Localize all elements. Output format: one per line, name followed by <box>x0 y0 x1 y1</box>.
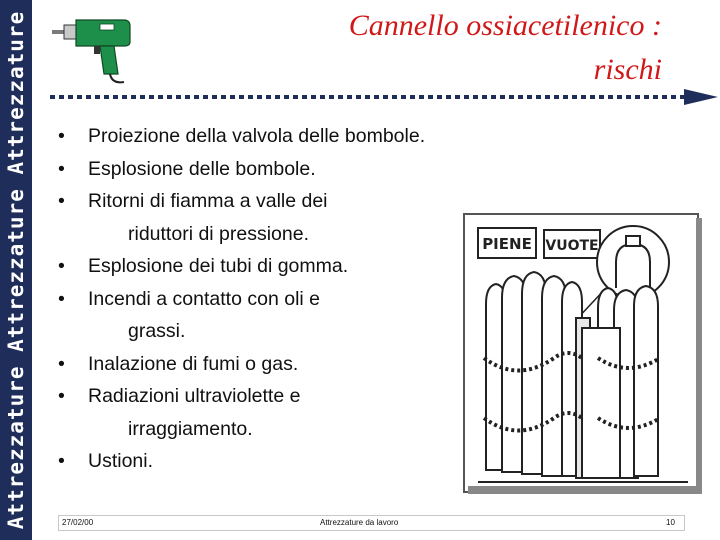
list-item-continuation: irraggiamento. <box>128 417 253 440</box>
list-item: • Ustioni. <box>58 450 154 472</box>
label-full: PIENE <box>482 235 532 253</box>
label-empty: VUOTE <box>545 238 599 254</box>
list-item-text: Ritorni di fiamma a valle dei <box>88 190 328 212</box>
gas-cylinders-illustration <box>458 208 704 498</box>
title-line-2: rischi <box>593 53 662 86</box>
list-item: • Inalazione di fumi o gas. <box>58 352 299 375</box>
list-item: • Ritorni di fiamma a valle dei riduttori di pressione. <box>56 185 425 250</box>
sidebar-text: Attrezzature Attrezzature Attrezzature <box>4 10 28 530</box>
label-full-sign <box>478 228 536 258</box>
list-item-text: Esplosione delle bombole. <box>88 157 316 180</box>
list-item-text: Proiezione della valvola delle bombole. <box>88 125 426 147</box>
list-item-text: Inalazione di fumi o gas. <box>88 352 299 375</box>
list-item: • Esplosione dei tubi di gomma. <box>58 255 349 277</box>
list-item: • Proiezione della valvola delle bombole. <box>58 125 426 147</box>
list-item: • Esplosione delle bombole. <box>58 157 316 180</box>
sidebar-banner <box>0 0 32 540</box>
footer-date: 27/02/00 <box>62 518 94 527</box>
list-item: • Radiazioni ultraviolette e irraggiamento. <box>56 380 425 445</box>
list-item-text: Radiazioni ultraviolette e <box>88 385 301 407</box>
title-line-1: Cannello ossiacetilenico : <box>348 9 662 42</box>
risk-list <box>56 120 425 478</box>
title-divider <box>48 84 720 110</box>
list-item-continuation: grassi. <box>128 320 186 342</box>
slide-title <box>222 4 662 92</box>
footer-page-number: 10 <box>666 518 675 527</box>
drill-icon <box>50 8 132 88</box>
list-item-continuation: riduttori di pressione. <box>128 222 310 245</box>
list-item-text: Incendi a contatto con oli e <box>88 287 320 310</box>
footer-title: Attrezzature da lavoro <box>320 518 399 527</box>
list-item: • Incendi a contatto con oli e grassi. <box>56 283 425 348</box>
list-item-text: Esplosione dei tubi di gomma. <box>88 255 349 277</box>
label-empty-sign <box>544 230 600 258</box>
list-item-text: Ustioni. <box>88 450 154 472</box>
